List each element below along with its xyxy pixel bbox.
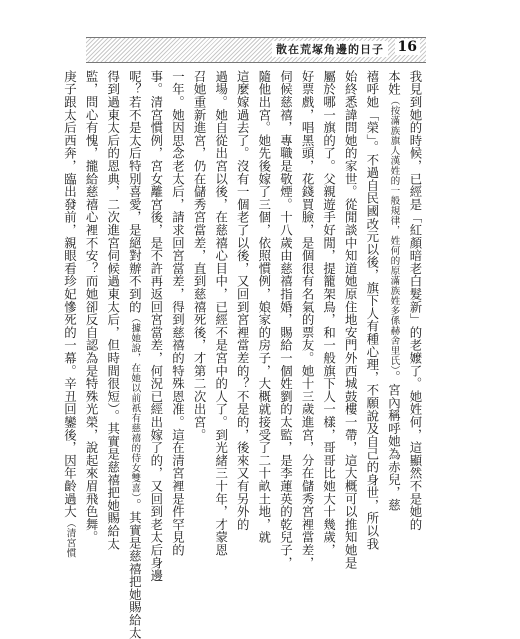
text-column: 始終悉諱問她的家世。從閒談中知道她原住地安門外西城鼓樓一帶，這大概可以推知她是 [343,70,359,570]
inline-note: （清宮慣 [64,518,76,558]
text-column: 一年。她因思念老太后，請求回宮當差，得到慈禧的特殊恩准。這在清宮裡是件罕見的 [170,70,186,557]
inline-note: （按滿族旗人漢姓的一般規律，姓何的原滿族姓多係赫舍里氏） [388,95,400,371]
text-column: 禧呼她「榮」。不過自民國改元以後，旗下人有種心理，不願說及自己的身世，所以我 [364,70,380,551]
vertical-text-body [62,70,426,639]
chapter-title: 散在荒塚角邊的日子 [272,41,388,57]
text-column: 隨他出宮。她先後嫁了三個，依照慣例，娘家的房子，大概就接受了二十畝土地，就 [256,70,272,544]
text-column: 這麼嫁過去了。沒有一個老了以後，又回到宮裡當差的？不是的，後來又有另外的 [235,70,251,531]
text-column: 伺候慈禧，專職是敬煙。十八歲由慈禧指婚，賜給一個姓劉的太監，是李蓮英的乾兒子， [278,70,294,570]
text-column: 本姓（按滿族旗人漢姓的一般規律，姓何的原滿族姓多係赫舍里氏）。宮內稱呼她為赤兒，慈 [386,70,402,512]
page-number: 16 [395,39,420,55]
running-header [86,37,426,61]
text-column: 庚子跟太后西奔，臨出發前，親眼看珍妃慘死的一幕。辛丑回鑾後，因年齡過大（清宮慣 [62,70,78,558]
text-column: 好票戲，唱黑頭，花錢買臉，是個很有名氣的票友。她十三歲進宮，分在儲秀宮裡當差， [300,70,316,570]
text-column: 得到過東太后的恩典，二次進宮伺候過東太后，但時間很短）。其實是慈禧把她賜給太 [105,70,121,551]
inline-note: （據她說，在她以前祇有慈禧的侍女雙喜） [129,313,141,499]
text-column: 事。清宮慣例，宮女離宮後，是不許再返回宮當差，何況已經出嫁了的，又回到老太后身邊 [148,70,164,582]
text-column: 召她重新進宮，仍在儲秀宮當差，直到慈禧死後，才第二次出宮。 [192,70,208,442]
text-column: 屬於哪一旗的了。父親遊手好閒，提籠架鳥，和一般旗下人一樣，哥哥比她大十幾歲， [321,70,337,557]
text-column: 監，問心有愧，攏給慈禧心裡不安？而她卻反自認為是特殊光榮，說起來眉飛色舞。 [84,70,100,544]
text-column: 我見到她的時候，已經是「紅顏暗老白髮新」的老嬤了。她姓何，這顯然不是她的 [408,70,423,531]
text-column: 呢？若不是太后特別喜愛，是絕對辦不到的（據她說，在她以前祇有慈禧的侍女雙喜）。其實是慈禧把她賜給太 [127,70,143,639]
text-column: 過場。她自從出宮以後，在慈禧心目中，已經不是宮中的人了。到光緒三十年，才蒙恩 [213,70,229,557]
